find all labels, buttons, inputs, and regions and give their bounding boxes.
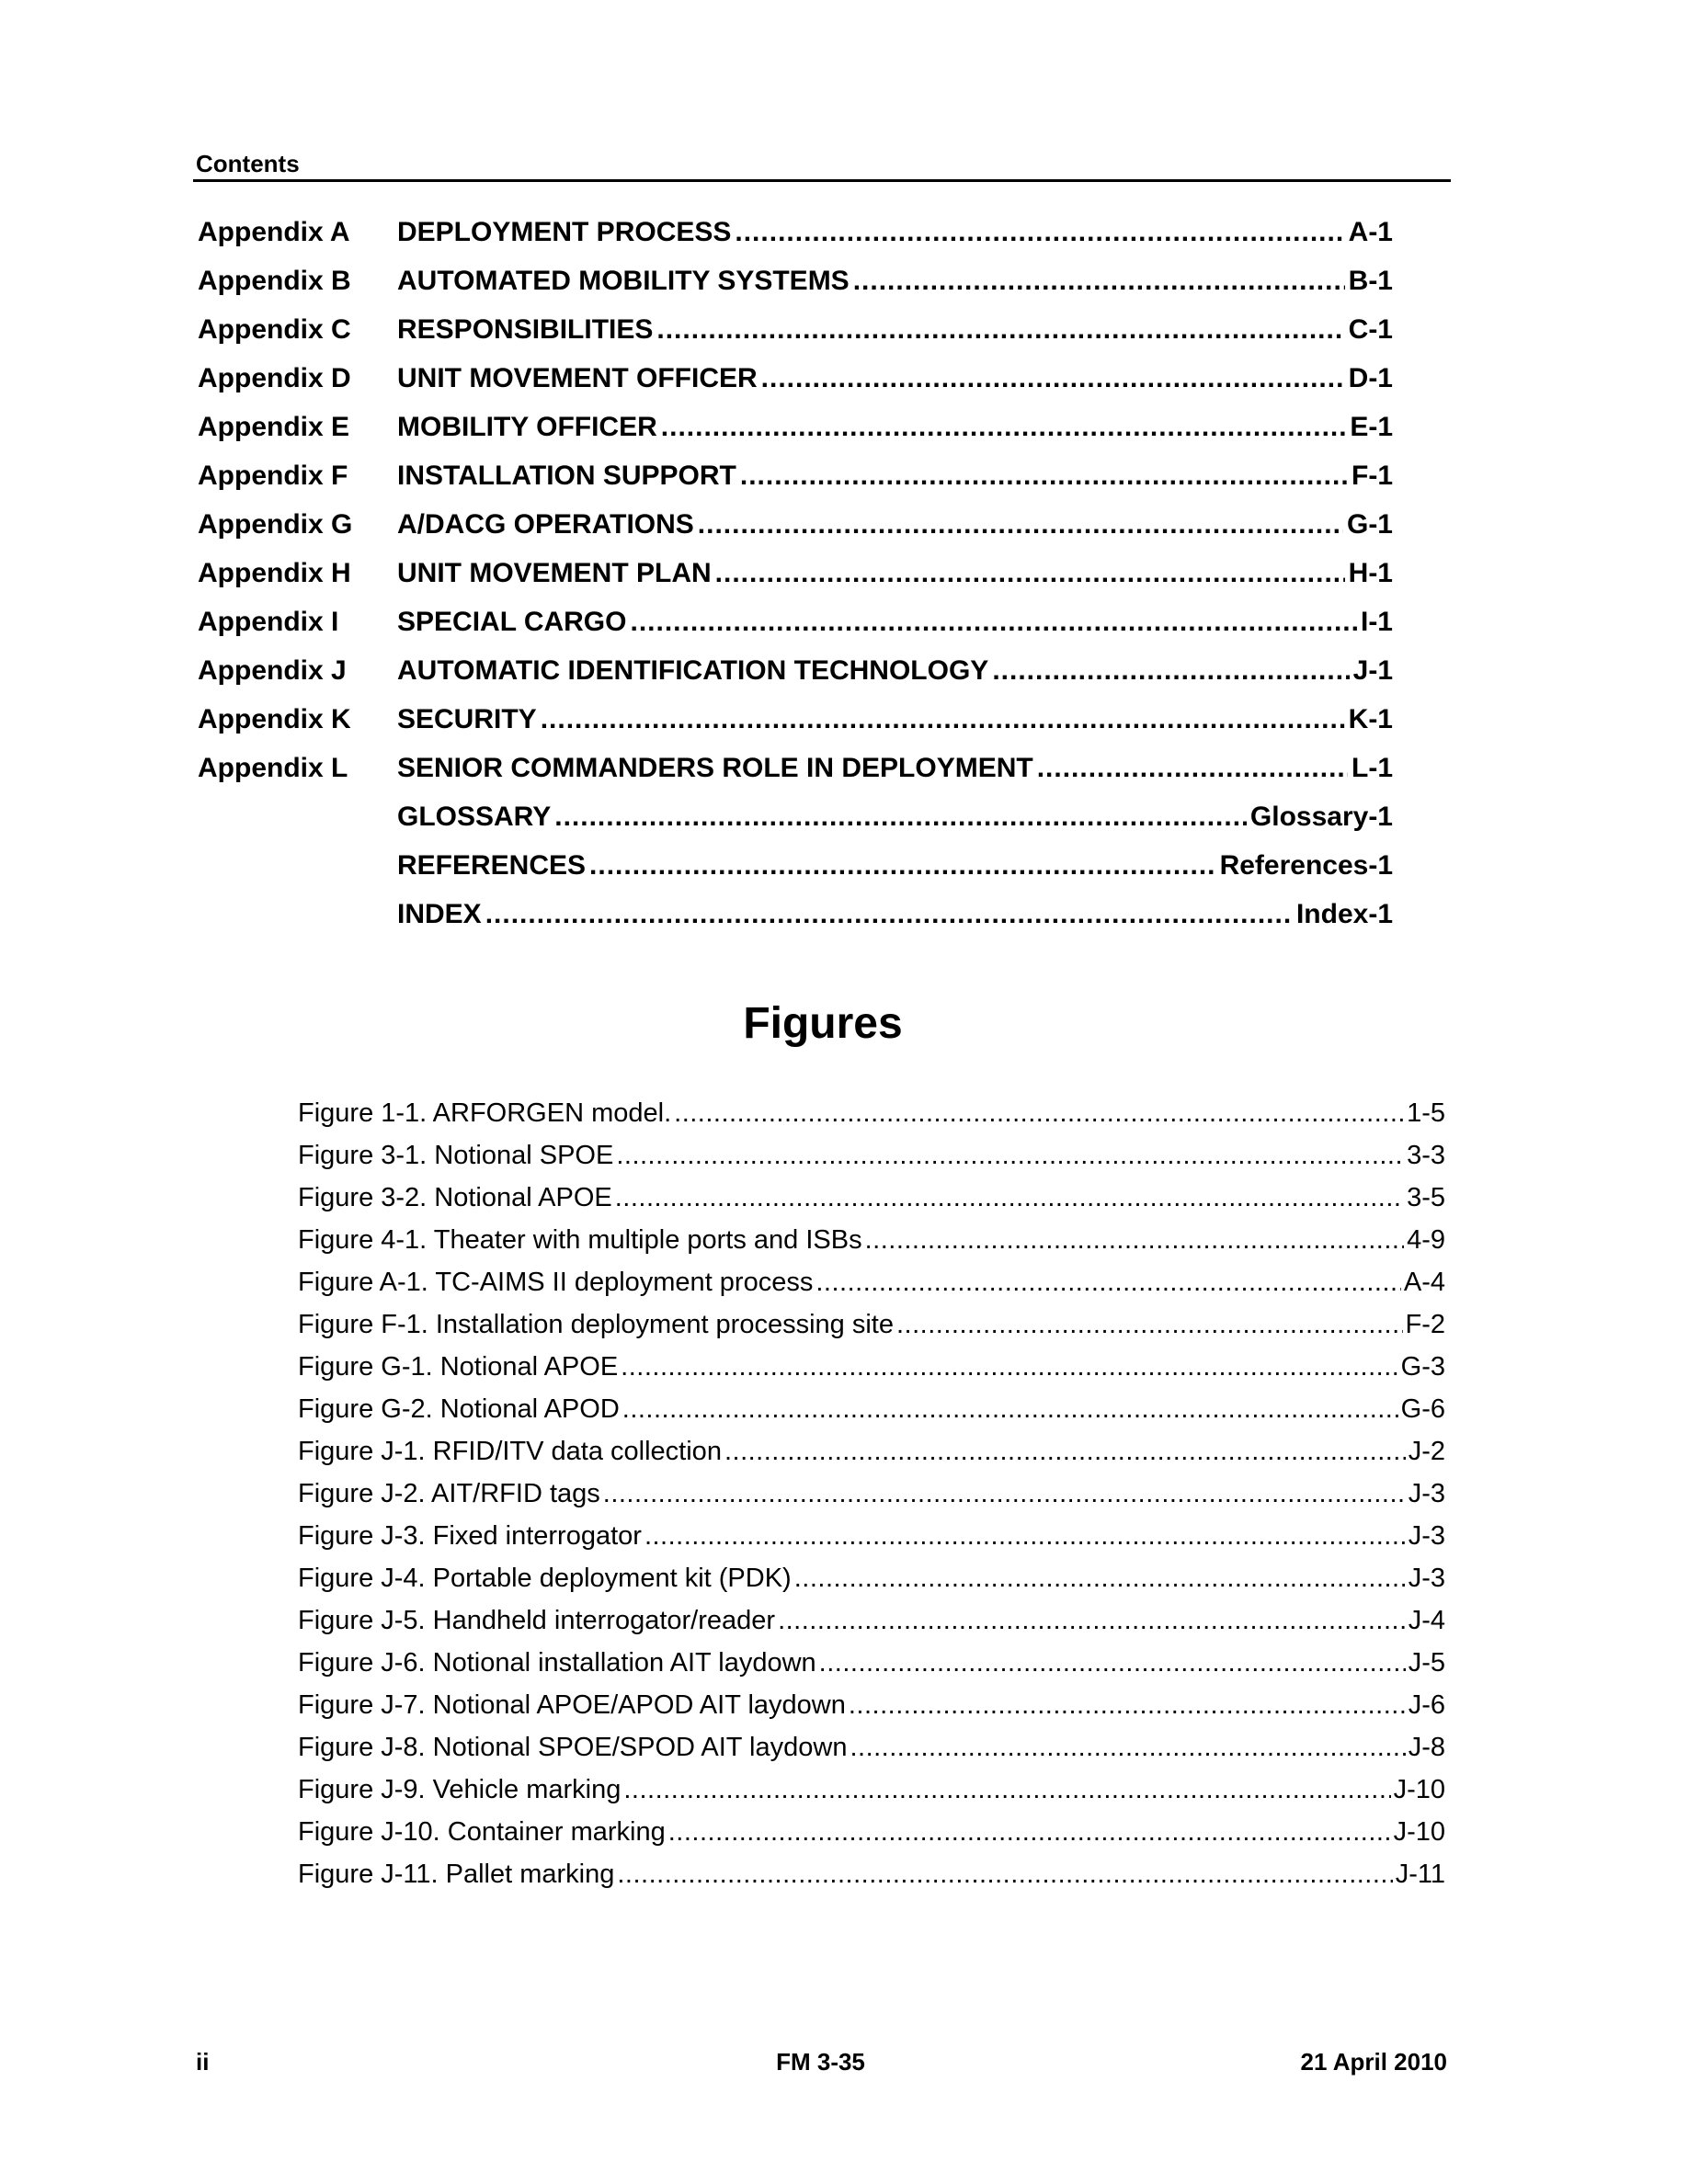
toc-page-ref: Glossary-1 xyxy=(1249,802,1393,832)
toc-page-ref: B-1 xyxy=(1348,266,1393,296)
figure-entry[interactable] xyxy=(298,1557,1445,1599)
figure-page-ref: F-2 xyxy=(1405,1310,1445,1339)
dot-leader xyxy=(668,1811,1391,1853)
figure-entry[interactable] xyxy=(298,1219,1445,1261)
toc-row xyxy=(0,792,1688,841)
toc-page-ref: Index-1 xyxy=(1295,899,1393,929)
figure-page-ref: J-4 xyxy=(1408,1606,1445,1635)
toc-title: GLOSSARY xyxy=(397,802,552,832)
toc-title: SPECIAL CARGO xyxy=(397,607,627,637)
toc-entry[interactable] xyxy=(397,305,1393,354)
toc-appendix-label: Appendix L xyxy=(198,753,348,783)
figure-page-ref: J-5 xyxy=(1408,1648,1445,1678)
dot-leader xyxy=(992,646,1349,695)
dot-leader xyxy=(849,1684,1406,1726)
figure-title: Figure J-1. RFID/ITV data collection xyxy=(298,1437,722,1466)
dot-leader xyxy=(661,403,1347,451)
dot-leader xyxy=(623,1769,1390,1811)
figure-entry[interactable] xyxy=(298,1303,1445,1346)
toc-page-ref: E-1 xyxy=(1350,412,1393,442)
figure-title: Figure J-11. Pallet marking xyxy=(298,1860,615,1889)
toc-page-ref: H-1 xyxy=(1348,558,1393,588)
figure-title: Figure 4-1. Theater with multiple ports and ISBs xyxy=(298,1225,862,1255)
figure-entry[interactable] xyxy=(298,1473,1445,1515)
figure-entry[interactable] xyxy=(298,1346,1445,1388)
dot-leader xyxy=(735,208,1344,256)
figures-heading: Figures xyxy=(743,999,903,1048)
footer-publication: FM 3-35 xyxy=(776,2048,865,2076)
toc-entry[interactable] xyxy=(397,890,1393,938)
toc-row xyxy=(0,305,1688,354)
figure-title: Figure J-3. Fixed interrogator xyxy=(298,1521,642,1551)
figure-page-ref: 3-5 xyxy=(1407,1183,1445,1212)
toc-row xyxy=(0,549,1688,597)
toc-appendix-label: Appendix D xyxy=(198,363,351,393)
toc-row xyxy=(0,744,1688,792)
dot-leader xyxy=(896,1303,1403,1346)
toc-page-ref: D-1 xyxy=(1348,363,1393,393)
dot-leader xyxy=(603,1473,1406,1515)
toc-appendix-label: Appendix H xyxy=(198,558,351,588)
figure-title: Figure J-5. Handheld interrogator/reader xyxy=(298,1606,776,1635)
toc-entry[interactable] xyxy=(397,597,1393,646)
toc-title: INDEX xyxy=(397,899,482,929)
figure-title: Figure J-9. Vehicle marking xyxy=(298,1775,622,1804)
figure-page-ref: J-10 xyxy=(1393,1817,1445,1847)
toc-title: INSTALLATION SUPPORT xyxy=(397,461,736,491)
dot-leader xyxy=(621,1346,1398,1388)
toc-entry[interactable] xyxy=(397,451,1393,500)
figure-entry[interactable] xyxy=(298,1092,1445,1134)
figure-page-ref: J-11 xyxy=(1395,1860,1445,1889)
figure-title: Figure 3-2. Notional APOE xyxy=(298,1183,612,1212)
dot-leader xyxy=(761,354,1345,403)
toc-row xyxy=(0,695,1688,744)
dot-leader xyxy=(617,1853,1392,1895)
toc-entry[interactable] xyxy=(397,500,1393,549)
dot-leader xyxy=(698,500,1343,549)
toc-entry[interactable] xyxy=(397,354,1393,403)
toc-page-ref: C-1 xyxy=(1348,314,1393,345)
toc-title: UNIT MOVEMENT OFFICER xyxy=(397,363,758,393)
dot-leader xyxy=(819,1642,1406,1684)
toc-row xyxy=(0,403,1688,451)
figure-page-ref: J-3 xyxy=(1408,1521,1445,1551)
figure-entry[interactable] xyxy=(298,1811,1445,1853)
toc-title: MOBILITY OFFICER xyxy=(397,412,657,442)
dot-leader xyxy=(724,1430,1406,1473)
dot-leader xyxy=(850,1726,1405,1769)
toc-appendix-label: Appendix A xyxy=(198,217,350,247)
toc-row xyxy=(0,256,1688,305)
figure-page-ref: J-8 xyxy=(1408,1733,1445,1762)
figure-entry[interactable] xyxy=(298,1684,1445,1726)
figure-page-ref: G-6 xyxy=(1400,1394,1445,1424)
toc-entry[interactable] xyxy=(397,256,1393,305)
figure-entry[interactable] xyxy=(298,1853,1445,1895)
toc-title: SECURITY xyxy=(397,704,537,734)
toc-entry[interactable] xyxy=(397,841,1393,890)
figure-entry[interactable] xyxy=(298,1261,1445,1303)
toc-row xyxy=(0,597,1688,646)
toc-title: SENIOR COMMANDERS ROLE IN DEPLOYMENT xyxy=(397,753,1033,783)
toc-appendix-label: Appendix G xyxy=(198,509,353,540)
figure-page-ref: A-4 xyxy=(1403,1268,1445,1297)
toc-appendix-label: Appendix I xyxy=(198,607,339,637)
figure-title: Figure 1-1. ARFORGEN model. xyxy=(298,1098,672,1128)
dot-leader xyxy=(656,305,1344,354)
figure-page-ref: 4-9 xyxy=(1407,1225,1445,1255)
toc-entry[interactable] xyxy=(397,403,1393,451)
toc-appendix-label: Appendix J xyxy=(198,655,347,686)
dot-leader xyxy=(815,1261,1401,1303)
footer-date: 21 April 2010 xyxy=(1300,2048,1447,2076)
toc-row xyxy=(0,646,1688,695)
dot-leader xyxy=(554,792,1247,841)
dot-leader xyxy=(740,451,1348,500)
toc-title: DEPLOYMENT PROCESS xyxy=(397,217,732,247)
toc-entry[interactable] xyxy=(397,208,1393,256)
toc-page-ref: References-1 xyxy=(1219,850,1393,881)
figure-title: Figure G-1. Notional APOE xyxy=(298,1352,619,1382)
dot-leader xyxy=(865,1219,1404,1261)
dot-leader xyxy=(485,890,1293,938)
figure-page-ref: 3-3 xyxy=(1407,1141,1445,1170)
toc-entry[interactable] xyxy=(397,646,1393,695)
dot-leader xyxy=(615,1177,1404,1219)
header-rule xyxy=(193,179,1451,182)
toc-entry[interactable] xyxy=(397,744,1393,792)
figure-page-ref: J-6 xyxy=(1408,1690,1445,1720)
toc-page-ref: J-1 xyxy=(1352,655,1393,686)
figure-title: Figure F-1. Installation deployment processing site xyxy=(298,1310,894,1339)
dot-leader xyxy=(715,549,1345,597)
toc-title: UNIT MOVEMENT PLAN xyxy=(397,558,712,588)
toc-entry[interactable] xyxy=(397,792,1393,841)
toc-appendix-label: Appendix C xyxy=(198,314,351,345)
dot-leader xyxy=(589,841,1216,890)
figure-entry[interactable] xyxy=(298,1134,1445,1177)
toc-row xyxy=(0,841,1688,890)
toc-appendix-label: Appendix K xyxy=(198,704,351,734)
toc-title: AUTOMATED MOBILITY SYSTEMS xyxy=(397,266,850,296)
figure-title: Figure J-4. Portable deployment kit (PDK) xyxy=(298,1564,792,1593)
toc-page-ref: L-1 xyxy=(1352,753,1393,783)
footer-page-number: ii xyxy=(196,2048,210,2076)
toc-title: REFERENCES xyxy=(397,850,587,881)
running-head: Contents xyxy=(196,150,300,177)
toc-row xyxy=(0,208,1688,256)
dot-leader xyxy=(616,1134,1404,1177)
toc-title: RESPONSIBILITIES xyxy=(397,314,654,345)
figure-entry[interactable] xyxy=(298,1388,1445,1430)
figure-entry[interactable] xyxy=(298,1599,1445,1642)
figure-entry[interactable] xyxy=(298,1430,1445,1473)
toc-row xyxy=(0,890,1688,938)
toc-page-ref: K-1 xyxy=(1348,704,1393,734)
toc-row xyxy=(0,354,1688,403)
figure-title: Figure 3-1. Notional SPOE xyxy=(298,1141,614,1170)
toc-title: A/DACG OPERATIONS xyxy=(397,509,694,540)
toc-appendix-label: Appendix E xyxy=(198,412,350,442)
figure-title: Figure J-8. Notional SPOE/SPOD AIT laydown xyxy=(298,1733,848,1762)
toc-row xyxy=(0,451,1688,500)
figure-title: Figure G-2. Notional APOD xyxy=(298,1394,620,1424)
figure-title: Figure A-1. TC-AIMS II deployment process xyxy=(298,1268,814,1297)
toc-entry[interactable] xyxy=(397,695,1393,744)
dot-leader xyxy=(794,1557,1406,1599)
figure-entry[interactable] xyxy=(298,1769,1445,1811)
figure-title: Figure J-2. AIT/RFID tags xyxy=(298,1479,600,1508)
dot-leader xyxy=(674,1092,1404,1134)
figure-entry[interactable] xyxy=(298,1726,1445,1769)
toc-appendix-label: Appendix B xyxy=(198,266,351,296)
toc-page-ref: A-1 xyxy=(1348,217,1393,247)
toc-row xyxy=(0,500,1688,549)
figure-title: Figure J-6. Notional installation AIT laydown xyxy=(298,1648,816,1678)
dot-leader xyxy=(541,695,1345,744)
dot-leader xyxy=(853,256,1345,305)
dot-leader xyxy=(1037,744,1348,792)
toc-page-ref: G-1 xyxy=(1346,509,1393,540)
dot-leader xyxy=(630,597,1357,646)
figure-title: Figure J-10. Container marking xyxy=(298,1817,666,1847)
figure-page-ref: 1-5 xyxy=(1407,1098,1445,1128)
figure-page-ref: G-3 xyxy=(1400,1352,1445,1382)
figure-page-ref: J-3 xyxy=(1408,1564,1445,1593)
figure-page-ref: J-10 xyxy=(1393,1775,1445,1804)
dot-leader xyxy=(644,1515,1406,1557)
figure-page-ref: J-2 xyxy=(1408,1437,1445,1466)
figure-title: Figure J-7. Notional APOE/APOD AIT laydown xyxy=(298,1690,846,1720)
toc-title: AUTOMATIC IDENTIFICATION TECHNOLOGY xyxy=(397,655,989,686)
dot-leader xyxy=(622,1388,1398,1430)
figure-entry[interactable] xyxy=(298,1515,1445,1557)
figure-entry[interactable] xyxy=(298,1642,1445,1684)
toc-page-ref: I-1 xyxy=(1360,607,1393,637)
toc-entry[interactable] xyxy=(397,549,1393,597)
dot-leader xyxy=(778,1599,1406,1642)
toc-appendix-label: Appendix F xyxy=(198,461,348,491)
toc-page-ref: F-1 xyxy=(1352,461,1393,491)
figure-entry[interactable] xyxy=(298,1177,1445,1219)
figure-page-ref: J-3 xyxy=(1408,1479,1445,1508)
